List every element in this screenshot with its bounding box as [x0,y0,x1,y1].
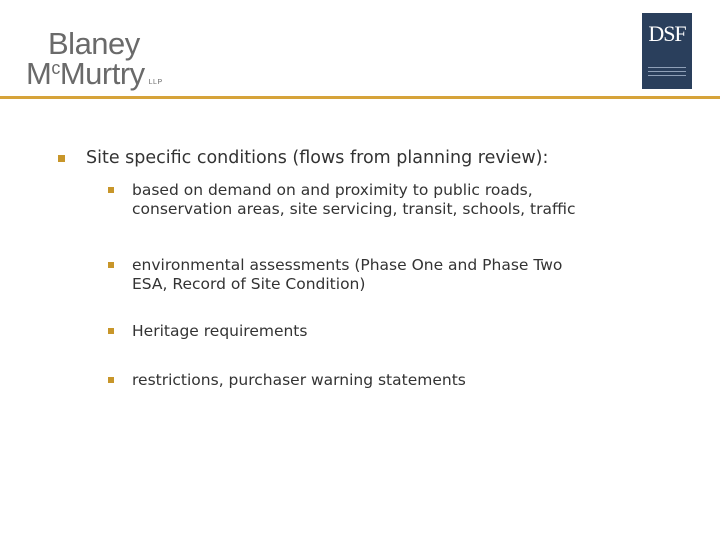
main-bullet-text: Site specific conditions (flows from planning review): [86,148,549,168]
blaney-mcmurtry-logo [26,28,216,94]
sub-bullet-text: Heritage requirements [132,322,308,340]
logo-murtry: Murtry [59,56,145,91]
logo-line-1: Blaney [48,26,140,61]
logo-line-2 [26,58,163,99]
sub-bullet-text: based on demand on and proximity to public roads, conservation areas, site servicing, transit, schools, traffic [132,181,576,218]
dsf-logo-text: DSF [648,21,686,46]
header-divider [0,96,720,99]
bullet-square-icon [108,187,114,193]
logo-m: M [26,56,52,91]
dsf-logo-lines [648,67,686,79]
dsf-logo [642,13,692,89]
sub-bullet-text: environmental assessments (Phase One and Phase Two ESA, Record of Site Condition) [132,256,563,293]
bullet-square-icon [108,377,114,383]
logo-c: c [51,58,60,78]
header-divider-notch [60,99,68,103]
sub-bullet-text: restrictions, purchaser warning statements [132,371,466,389]
bullet-square-icon [108,328,114,334]
logo-llp: LLP [148,79,163,86]
bullet-square-icon [58,155,65,162]
bullet-square-icon [108,262,114,268]
